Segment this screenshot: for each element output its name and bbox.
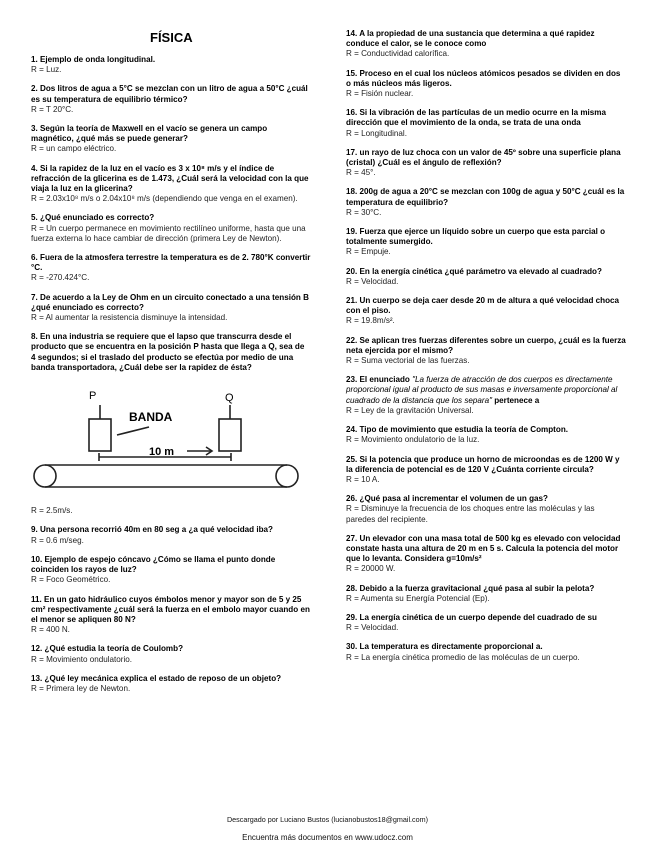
- question-text: 8. En una industria se requiere que el lapso que transcurra desde el producto que se encuentra en la posición P hasta que llega a Q, sea de 4 segundos; si el traslado del producto se efectúa por medio de una banda transportadora, ¿Cuál debe ser la rapidez de ésta?: [31, 332, 305, 372]
- question-text: 13. ¿Qué ley mecánica explica el estado de reposo de un objeto?: [31, 673, 282, 683]
- answer-text: R = Conductividad calorífica.: [346, 49, 450, 59]
- answer-text: R = Foco Geométrico.: [31, 575, 111, 585]
- answer-text: R = Longitudinal.: [346, 128, 407, 138]
- answer-text: R = Movimiento ondulatorio.: [31, 654, 132, 664]
- udocz-link[interactable]: Encuentra más documentos en www.udocz.com: [242, 833, 413, 842]
- question-text: 5. ¿Qué enunciado es correcto?: [31, 213, 155, 223]
- question-7: [31, 293, 311, 324]
- question-text: 1. Ejemplo de onda longitudinal.: [31, 55, 156, 64]
- question-19: [346, 227, 626, 258]
- question-text: 24. Tipo de movimiento que estudia la teoría de Compton.: [346, 425, 569, 435]
- answer-text: R = 2.03x10⁸ m/s o 2.04x10⁸ m/s (dependiendo que venga en el examen).: [31, 194, 298, 204]
- question-text: 2. Dos litros de agua a 5°C se mezclan con un litro de agua a 50°C ¿cuál es su temperatura de equilibrio térmico?: [31, 84, 308, 104]
- question-30: [346, 642, 626, 662]
- question-text: 26. ¿Qué pasa al incrementar el volumen de un gas?: [346, 494, 548, 504]
- answer-text: R = Primera ley de Newton.: [31, 683, 131, 693]
- question-suffix: pertenece a: [491, 395, 540, 405]
- banda-arrow: [117, 427, 149, 435]
- question-4: [31, 164, 311, 205]
- question-text: 28. Debido a la fuerza gravitacional ¿qué pasa al subir la pelota?: [346, 583, 595, 593]
- answer-text: R = Un cuerpo permanece en movimiento rectilíneo uniforme, hasta que una fuerza externa lo hace cambiar de dirección (primera Ley de Newton).: [31, 223, 306, 243]
- answer-text: R = 45°.: [346, 168, 376, 178]
- question-8: [31, 332, 311, 516]
- question-21: [346, 296, 626, 327]
- answer-text: R = Luz.: [31, 65, 62, 75]
- question-text: 12. ¿Qué estudia la teoría de Coulomb?: [31, 644, 184, 654]
- label-q: Q: [225, 392, 234, 405]
- question-quote: "La fuerza de atracción de dos cuerpos es directamente proporcional igual al producto de sus masas e inversamente proporcional al cuadrado de la distancia que los separa": [346, 375, 618, 405]
- answer-text: R = Disminuye la frecuencia de los choques entre las moléculas y las paredes del recipiente.: [346, 504, 595, 524]
- question-5: [31, 213, 311, 244]
- answer-text: R = 10 A.: [346, 474, 380, 484]
- question-11: [31, 595, 311, 636]
- answer-text: R = T 20°C.: [31, 104, 74, 114]
- answer-text: R = Movimiento ondulatorio de la luz.: [346, 435, 480, 445]
- answer-text: R = 0.6 m/seg.: [31, 535, 84, 545]
- page-title: FÍSICA: [150, 30, 193, 45]
- question-text: 10. Ejemplo de espejo cóncavo ¿Cómo se llama el punto donde coinciden los rayos de luz?: [31, 554, 276, 575]
- question-25: [346, 455, 626, 486]
- question-20: [346, 267, 626, 287]
- conveyor-belt-diagram: [31, 377, 311, 495]
- right-column: [346, 29, 626, 672]
- answer-text: R = Velocidad.: [346, 623, 399, 633]
- question-17: [346, 148, 626, 179]
- question-text: 25. Si la potencia que produce un horno de microondas es de 1200 W y la diferencia de potencial es de 120 V ¿Cuánta corriente circula?: [346, 454, 620, 474]
- answer-text: R = La energía cinética promedio de las moléculas de un cuerpo.: [346, 652, 580, 662]
- question-6: [31, 253, 311, 284]
- question-15: [346, 69, 626, 100]
- question-text: 22. Se aplican tres fuerzas diferentes sobre un cuerpo, ¿cuál es la fuerza neta ejercida por el mismo?: [346, 335, 626, 355]
- question-24: [346, 425, 626, 445]
- box-p: [89, 419, 111, 451]
- answer-text: R = Empuje.: [346, 247, 391, 257]
- question-1: [31, 55, 311, 75]
- answer-text: R = Aumenta su Energía Potencial (Ep).: [346, 593, 490, 603]
- question-18: [346, 187, 626, 218]
- question-26: [346, 494, 626, 525]
- label-p: P: [89, 390, 97, 403]
- download-credit: Descargado por Luciano Bustos (lucianobustos18@gmail.com): [226, 815, 429, 824]
- question-text: 19. Fuerza que ejerce un líquido sobre un cuerpo que esta parcial o totalmente sumergido.: [346, 227, 606, 247]
- question-text: 14. A la propiedad de una sustancia que determina a qué rapidez conduce el calor, se le conoce como: [346, 29, 595, 49]
- label-distance: 10 m: [149, 446, 175, 459]
- answer-text: R = Fisión nuclear.: [346, 89, 414, 99]
- box-q: [219, 419, 241, 451]
- answer-text: R = Velocidad.: [346, 276, 399, 286]
- question-12: [31, 644, 311, 664]
- question-22: [346, 336, 626, 367]
- answer-text: R = Ley de la gravitación Universal.: [346, 405, 474, 415]
- question-text: 7. De acuerdo a la Ley de Ohm en un circuito conectado a una tensión B ¿qué enunciado es correcto?: [31, 292, 309, 312]
- question-9: [31, 525, 311, 545]
- question-text: 9. Una persona recorrió 40m en 80 seg a ¿a qué velocidad iba?: [31, 525, 274, 535]
- question-29: [346, 613, 626, 633]
- answer-text: R = Suma vectorial de las fuerzas.: [346, 356, 470, 366]
- question-text: 20. En la energía cinética ¿qué parámetro va elevado al cuadrado?: [346, 266, 602, 276]
- question-text: 11. En un gato hidráulico cuyos émbolos menor y mayor son de 5 y 25 cm² respectivamente ¿cuál será la fuerza en el embolo mayor cuando en el menor se apliquen 80 N?: [31, 594, 310, 624]
- question-text: 3. Según la teoría de Maxwell en el vacío se genera un campo magnético, ¿qué más se puede generar?: [31, 124, 268, 144]
- answer-text: R = Al aumentar la resistencia disminuye la intensidad.: [31, 313, 228, 323]
- question-28: [346, 584, 626, 604]
- question-text: 4. Si la rapidez de la luz en el vacío es 3 x 10⁸ m/s y el índice de refracción de la glicerina es de 1.473, ¿Cuál será la velocidad con la que viaja la luz en la glicerina?: [31, 163, 309, 194]
- answer-text: R = 400 N.: [31, 625, 70, 635]
- question-text: 18. 200g de agua a 20°C se mezclan con 100g de agua y 50°C ¿cuál es la temperatura de equilibrio?: [346, 187, 625, 207]
- question-2: [31, 84, 311, 115]
- question-text: 17. un rayo de luz choca con un valor de 45º sobre una superficie plana (cristal) ¿Cuál es el ángulo de reflexión?: [346, 147, 621, 168]
- question-3: [31, 124, 311, 155]
- question-text: 29. La energía cinética de un cuerpo depende del cuadrado de su: [346, 612, 597, 622]
- right-roller: [276, 465, 298, 487]
- question-14: [346, 29, 626, 60]
- question-10: [31, 555, 311, 586]
- answer-text: R = 20000 W.: [346, 564, 396, 574]
- question-23: [346, 375, 626, 416]
- answer-text: R = un campo eléctrico.: [31, 144, 117, 154]
- question-text: 27. Un elevador con una masa total de 500 kg es elevado con velocidad constate hasta una altura de 20 m en 5 s. Calcula la potencia del motor que lo levanta. Considera g=10m/s²: [346, 533, 621, 564]
- answer-text: R = 30°C.: [346, 207, 382, 217]
- question-13: [31, 674, 311, 694]
- answer-text: R = 2.5m/s.: [31, 506, 73, 516]
- answer-text: R = 19.8m/s².: [346, 316, 395, 326]
- question-text: 21. Un cuerpo se deja caer desde 20 m de altura a qué velocidad choca con el piso.: [346, 296, 620, 316]
- question-16: [346, 108, 626, 139]
- question-text: 6. Fuera de la atmosfera terrestre la temperatura es de 2. 780°K convertir °C.: [31, 253, 311, 273]
- question-prefix: 23. El enunciado: [346, 375, 413, 385]
- question-text: 16. Si la vibración de las partículas de un medio ocurre en la misma dirección que el movimiento de la onda, se trata de una onda: [346, 108, 606, 128]
- question-text: 30. La temperatura es directamente proporcional a.: [346, 642, 543, 652]
- left-roller: [34, 465, 56, 487]
- left-column: [31, 55, 311, 703]
- question-27: [346, 534, 626, 575]
- question-text: [346, 375, 626, 406]
- question-text: 15. Proceso en el cual los núcleos atómicos pesados se dividen en dos o más núcleos más ligeros.: [346, 68, 621, 88]
- answer-text: R = -270.424°C.: [31, 273, 90, 283]
- label-banda: BANDA: [129, 410, 173, 425]
